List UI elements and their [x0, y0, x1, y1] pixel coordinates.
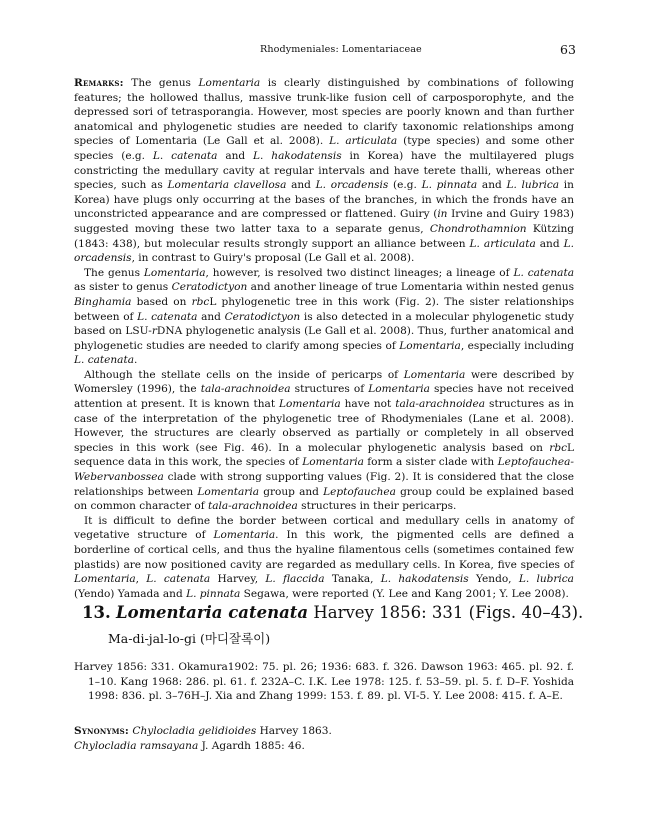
- text-run: ,: [135, 573, 147, 586]
- text-run: (Yendo) Yamada and: [74, 587, 187, 600]
- italic-term: Lomentaria: [302, 456, 364, 469]
- text-run: . In this work, the pigmented cells are defined a borderline of cortical cells, and thus the hyaline filamentous cells (sometimes contained few plastids) are now positioned cavity are regarded as medullary cells. In Korea, five species of: [74, 529, 574, 571]
- text-run: (e.g.: [388, 179, 422, 192]
- remarks-paragraph-4: [74, 514, 574, 602]
- text-run: It is difficult to define the border between cortical and medullary cells in anatomy of vegetative structure of: [74, 514, 574, 542]
- italic-term: L. orcadensis: [74, 237, 574, 265]
- text-run: L sequence data in this work, the species of: [74, 441, 574, 469]
- text-run: DNA phylogenetic analysis (Le Gall et al. 2008). Thus, further anatomical and phylogenetic studies are needed to clarify among species of: [74, 325, 574, 352]
- synonyms-section: [74, 724, 574, 753]
- italic-term: L. hakodatensis: [380, 573, 469, 586]
- italic-term: Leptofauchea: [323, 485, 396, 498]
- text-run: structures in their pericarps.: [297, 500, 457, 513]
- text-run: species have not received attention at present. It is known that: [74, 383, 574, 411]
- italic-term: r: [151, 325, 157, 338]
- italic-term: L. catenata: [152, 149, 218, 162]
- text-run: Segawa, were reported (Y. Lee and Kang 2001; Y. Lee 2008).: [240, 587, 569, 600]
- italic-term: Chondrothamnion: [429, 222, 527, 235]
- remarks-paragraph-3: [74, 368, 574, 514]
- italic-term: Lomentaria: [368, 383, 430, 396]
- text-run: in Korea) have the multilayered plugs constricting the medullary cavity at regular intervals and have terete thalli, whereas other species, such as: [74, 149, 575, 192]
- text-run: and: [477, 179, 507, 192]
- remarks-paragraph-1: [74, 76, 574, 266]
- italic-term: L. lubrica: [506, 179, 560, 192]
- italic-term: Lomentaria: [143, 266, 206, 279]
- text-run: and another lineage of true Lomentaria within nested genus: [247, 281, 575, 294]
- text-run: as sister to genus: [74, 281, 172, 294]
- italic-term: L. articulata: [469, 237, 536, 250]
- text-run: and: [286, 179, 316, 192]
- remarks-label: Remarks:: [74, 77, 124, 89]
- italic-term: Lomentaria: [403, 368, 466, 381]
- italic-term: Ceratodictyon: [171, 281, 248, 294]
- text-run: Tanaka,: [324, 573, 381, 586]
- italic-term: Lomentaria clavellosa: [167, 179, 287, 192]
- text-run: .: [134, 354, 138, 367]
- species-number: 13.: [82, 603, 111, 622]
- korean-common-name: Ma-di-jal-lo-gi (마디잘록이): [108, 631, 271, 646]
- text-run: (type species) and some other species (e.g.: [74, 135, 574, 162]
- italic-term: in: [437, 208, 448, 221]
- remarks-paragraph-2: [74, 266, 574, 368]
- text-run: is also detected in a molecular phylogenetic study based on LSU-: [74, 310, 574, 338]
- text-run: Harvey,: [210, 573, 266, 586]
- text-run: is clearly distinguished by combinations of following features; the hollowed thallus, massive trunk-like fusion cell of carposporophyte, and the depressed sori of tetrasporangia. However, most species are poorly known and than further anatomical and phylogenetic studies are needed to clarify taxonomic relationships among species of Lomentaria (Le Gall et al. 2008).: [74, 77, 574, 148]
- citations: Harvey 1856: 331. Okamura1902: 75. pl. 26; 1936: 683. f. 326. Dawson 1963: 465. pl. 92. f. 1–10. Kang 1968: 286. pl. 61. f. 232A–C. I.K. Lee 1978: 125. f. 53–59. pl. 5. f. D–F. Yoshida 1998: 836. pl. 3–76H–J. Xia and Zhang 1999: 153. f. 89. pl. VI-5. Y. Lee 2008: 415. f. A–E.: [74, 661, 574, 703]
- text-run: structures of: [290, 383, 369, 396]
- italic-term: L. flaccida: [265, 573, 325, 586]
- italic-term: Lomentaria: [213, 529, 276, 542]
- synonym-name: Chylocladia ramsayana: [74, 739, 199, 752]
- text-run: The genus: [84, 266, 144, 279]
- text-run: Yendo,: [468, 573, 519, 586]
- text-run: Kützing (1843: 438), but molecular results strongly support an alliance between: [74, 222, 574, 250]
- remarks-paragraph-1-text: [74, 77, 574, 264]
- running-head: Rhodymeniales: Lomentariaceae: [260, 44, 422, 55]
- text-run: structures as in case of the interpretation of the phylogenetic tree of Rhodymeniales (Lane et al. 2008). However, the structures are clearly observed as partially or completely in all observed species in this work (see Fig. 46). In a molecular phylogenetic analysis based on: [74, 398, 574, 454]
- italic-term: L. pinnata: [421, 179, 478, 192]
- italic-term: Lomentaria: [279, 398, 341, 411]
- page-number: 63: [560, 42, 576, 57]
- italic-term: Ceratodictyon: [224, 310, 301, 323]
- synonym-name: Chylocladia gelidioides: [132, 725, 257, 737]
- italic-term: tala-arachnoidea: [200, 383, 291, 396]
- text-run: , especially including: [460, 339, 575, 352]
- italic-term: Lomentaria: [198, 77, 261, 89]
- italic-term: L. hakodatensis: [253, 149, 342, 162]
- species-authority: Harvey 1856: 331 (Figs. 40–43).: [308, 603, 584, 622]
- italic-term: Binghamia: [74, 295, 132, 308]
- italic-term: rbc: [549, 441, 567, 454]
- text-run: based on: [131, 295, 192, 308]
- italic-term: L. catenata: [74, 354, 134, 367]
- species-name: Lomentaria catenata: [115, 603, 309, 622]
- text-run: form a sister clade with: [363, 456, 498, 469]
- italic-term: tala-arachnoidea: [395, 398, 486, 411]
- species-heading: [82, 603, 583, 622]
- italic-term: L. lubrica: [518, 573, 574, 586]
- synonym-authority: Harvey 1863.: [256, 725, 332, 737]
- italic-term: Lomentaria: [197, 485, 259, 498]
- text-run: in Korea) have plugs only occurring at the bases of the branches, in which the fronds have an unconstricted appearance and are compressed or flattened. Guiry (: [74, 179, 574, 221]
- italic-term: L. catenata: [146, 573, 211, 586]
- text-run: Irvine and Guiry 1983) suggested moving these two latter taxa to a separate genus,: [74, 208, 574, 235]
- italic-term: L. orcadensis: [315, 179, 389, 192]
- text-run: Although the stellate cells on the inside of pericarps of: [84, 368, 404, 381]
- text-run: , in contrast to Guiry's proposal (Le Gall et al. 2008).: [131, 252, 415, 265]
- italic-term: Leptofauchea-Webervanbossea: [74, 456, 574, 484]
- text-run: and: [535, 237, 564, 250]
- remarks-section: [74, 76, 574, 601]
- italic-term: L. catenata: [513, 266, 574, 279]
- synonym-entry-2: [74, 739, 574, 754]
- text-run: L phylogenetic tree in this work (Fig. 2). The sister relationships between of: [74, 295, 574, 323]
- text-run: were described by Womersley (1996), the: [74, 368, 574, 396]
- synonym-entry-1: [74, 724, 574, 739]
- italic-term: tala-arachnoidea: [207, 500, 298, 513]
- text-run: The genus: [123, 77, 199, 89]
- synonyms-label: Synonyms:: [74, 725, 130, 737]
- text-run: group and: [259, 485, 324, 498]
- italic-term: L. pinnata: [186, 587, 241, 600]
- text-run: clade with strong supporting values (Fig. 2). It is considered that the close relationships between: [74, 471, 574, 498]
- text-run: have not: [340, 398, 396, 411]
- italic-term: L. catenata: [137, 310, 198, 323]
- text-run: group could be explained based on common character of: [74, 485, 574, 513]
- text-run: and: [197, 310, 225, 323]
- italic-term: L. articulata: [329, 135, 398, 148]
- text-run: , however, is resolved two distinct lineages; a lineage of: [205, 266, 514, 279]
- italic-term: Lomentaria: [399, 339, 461, 352]
- italic-term: Lomentaria: [74, 573, 136, 586]
- synonym-authority: J. Agardh 1885: 46.: [198, 739, 305, 752]
- text-run: and: [217, 149, 254, 162]
- italic-term: rbc: [191, 295, 210, 308]
